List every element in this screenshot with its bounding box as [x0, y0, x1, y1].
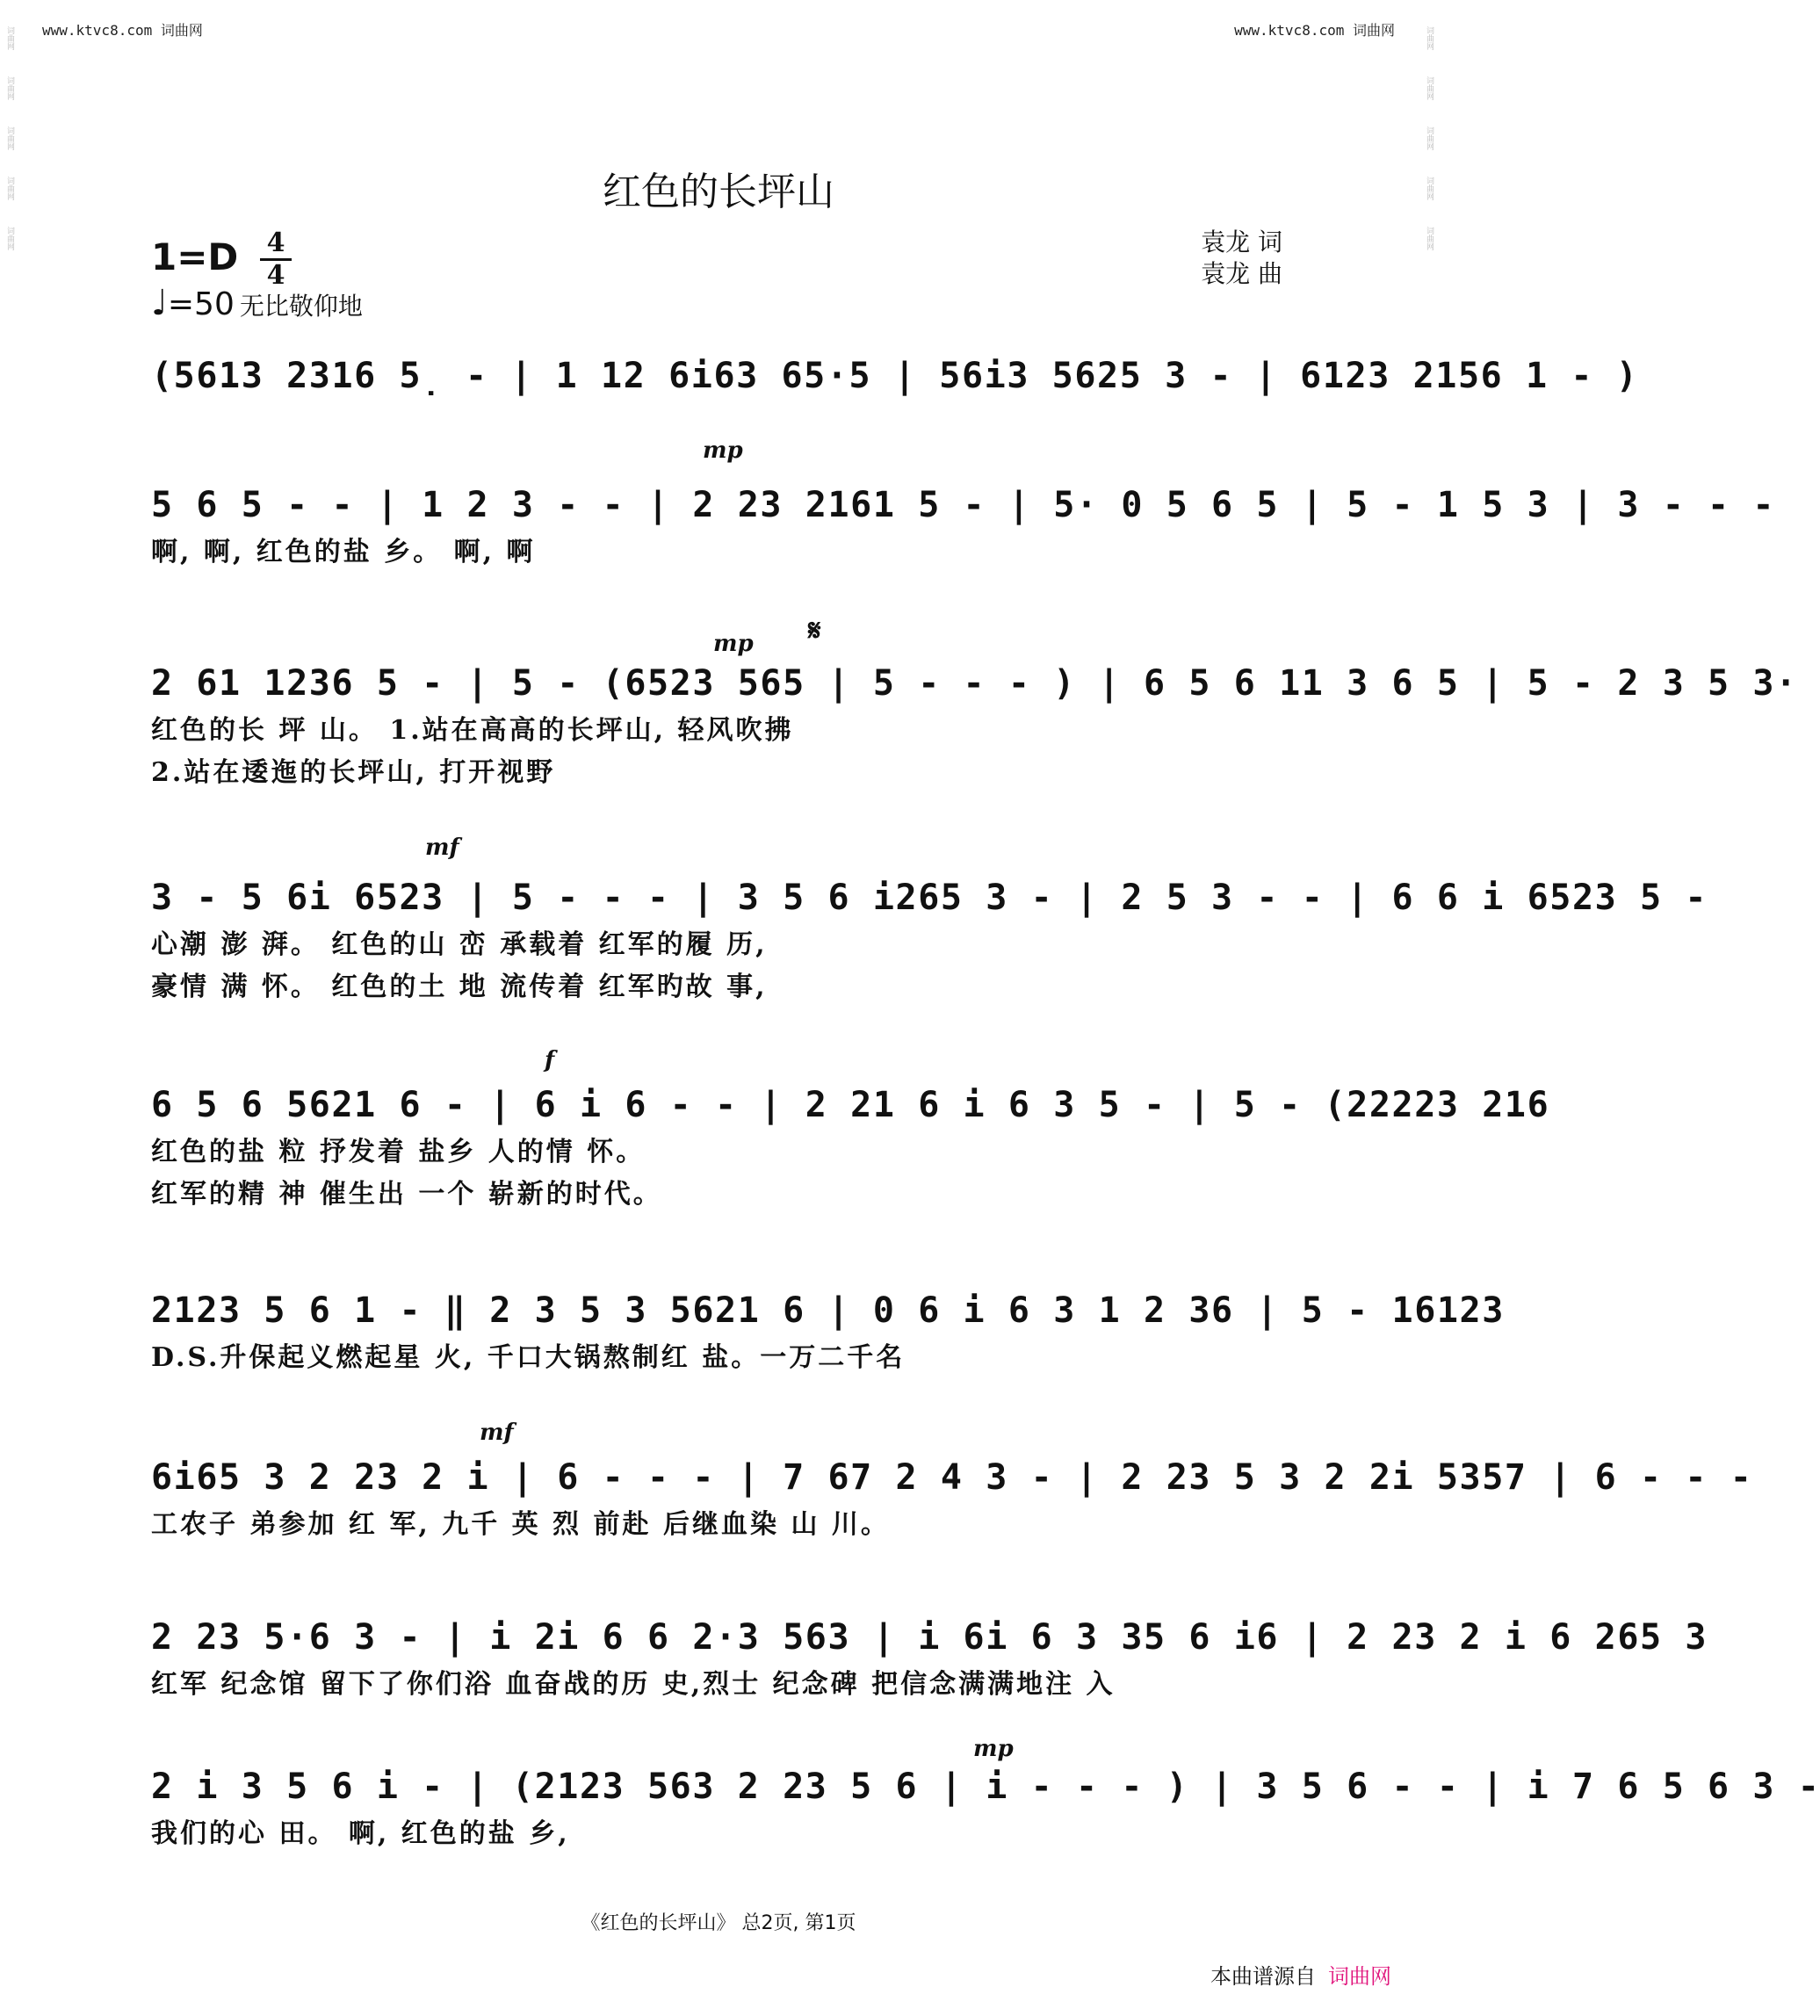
score-system [151, 1079, 1550, 1216]
score-system [151, 1284, 1505, 1379]
lyric-line: 2.站在逶迤的长坪山, 打开视野 [151, 757, 556, 788]
lyric-line: 红军的精 神 催生出 一个 崭新的时代。 [151, 1179, 662, 1210]
source-credit [1210, 1959, 1391, 1990]
notation-line [151, 1760, 1820, 1813]
lyric-line: 啊, 啊, 红色的盐 乡。 啊, 啊 [151, 537, 536, 567]
notation-line [151, 657, 1798, 710]
score-title: 红色的长坪山 [603, 170, 834, 214]
meter-bottom: 4 [266, 260, 285, 291]
source-label: 本曲谱源自 [1210, 1964, 1316, 1989]
notation-line [151, 1611, 1708, 1664]
composer-credit: 袁龙 曲 [1201, 259, 1282, 288]
dynamic-marking: mp [713, 631, 754, 657]
dynamic-marking: mp [703, 437, 743, 464]
score-system [151, 657, 1798, 794]
time-signature [260, 230, 292, 289]
header-left-url: www.ktvc8.com 词曲网 [42, 22, 203, 39]
notation-text: 2123 5 6 1 - ‖ 2 3 5 3 5621 6 | 0 6 i 6 3 1 2 36 | 5 - 16123 [151, 1290, 1505, 1331]
lyric-line: 豪情 满 怀。 红色的土 地 流传着 红军旳故 事, [151, 972, 768, 1002]
notation-line [151, 1079, 1550, 1131]
tempo-description: 无比敬仰地 [239, 292, 363, 321]
notation-text: 3 - 5 6i 6523 | 5 - - - | 3 5 6 i265 3 - | 2 5 3 - - | 6 6 i 6523 5 - [151, 878, 1708, 918]
notation-text: 2 i 3 5 6 i - | (2123 563 2 23 5 6 | i - - - ) | 3 5 6 - - | i 7 6 5 6 3 - [151, 1767, 1820, 1807]
notation-text: 2 23 5·6 3 - | i 2i 6 6 2·3 563 | i 6i 6 3 35 6 i6 | 2 23 2 i 6 265 3 [151, 1617, 1708, 1658]
notation-text: 6 5 6 5621 6 - | 6 i 6 - - | 2 21 6 i 6 3 5 - | 5 - (22223 216 [151, 1085, 1550, 1125]
meter-top: 4 [266, 228, 285, 258]
dynamic-marking: mp [973, 1736, 1014, 1762]
score-system [151, 1451, 1753, 1546]
lyric-line: 红色的长 坪 山。 1.站在高高的长坪山, 轻风吹拂 [151, 715, 794, 746]
lyric-line: 红色的盐 粒 抒发着 盐乡 人的情 怀。 [151, 1137, 646, 1167]
key-signature: 1=D [151, 235, 239, 278]
quarter-note-icon: ♩ [151, 283, 168, 323]
lyric-line: 红军 纪念馆 留下了你们浴 血奋战的历 史,烈士 纪念碑 把信念满满地注 入 [151, 1669, 1116, 1700]
tempo-marking [151, 283, 363, 323]
score-system [151, 1760, 1820, 1855]
notation-line [151, 1284, 1505, 1337]
score-system [151, 871, 1708, 1008]
dynamic-marking: f [545, 1047, 555, 1073]
score-system [151, 350, 1639, 402]
lyricist-credit: 袁龙 词 [1201, 228, 1282, 257]
notation-text: (5613 2316 5̣ - | 1 12 6i63 65·5 | 56i3 5625 3 - | 6123 2156 1 - ) [151, 356, 1639, 396]
tempo-value: =50 [167, 286, 235, 322]
lyric-line: 我们的心 田。 啊, 红色的盐 乡, [151, 1818, 570, 1849]
page-footer: 《红色的长坪山》 总2页, 第1页 [581, 1912, 856, 1934]
notation-text: 2 61 1236 5 - | 5 - (6523 565 | 5 - - - ) | 6 5 6 11 3 6 5 | 5 - 2 3 5 3· [151, 663, 1798, 704]
lyric-line: 工农子 弟参加 红 军, 九千 英 烈 前赴 后继血染 山 川。 [151, 1509, 890, 1540]
left-watermark-strip: 词曲网 词曲网 词曲网 词曲网 词曲网 [5, 26, 14, 250]
lyric-line: D.S.升保起义燃起星 火, 千口大锅熬制红 盐。一万二千名 [151, 1342, 906, 1373]
segno-icon: 𝄋 [808, 613, 821, 648]
right-watermark-strip: 词曲网 词曲网 词曲网 词曲网 词曲网 [1425, 26, 1434, 250]
source-brand: 词曲网 [1328, 1964, 1391, 1989]
dynamic-marking: mf [425, 835, 459, 861]
score-system [151, 479, 1776, 574]
notation-text: 6i65 3 2 23 2 i | 6 - - - | 7 67 2 4 3 - | 2 23 5 3 2 2i 5357 | 6 - - - [151, 1457, 1753, 1498]
notation-line [151, 1451, 1753, 1504]
lyric-line: 心潮 澎 湃。 红色的山 峦 承载着 红军的履 历, [151, 929, 768, 960]
notation-line [151, 350, 1639, 402]
notation-line [151, 479, 1776, 531]
notation-text: 5 6 5 - - | 1 2 3 - - | 2 23 2161 5 - | 5· 0 5 6 5 | 5 - 1 5 3 | 3 - - - [151, 485, 1776, 525]
score-system [151, 1611, 1708, 1706]
dynamic-marking: mf [480, 1420, 514, 1446]
notation-line [151, 871, 1708, 924]
credits [1201, 227, 1282, 290]
header-right-url: www.ktvc8.com 词曲网 [1234, 22, 1395, 39]
